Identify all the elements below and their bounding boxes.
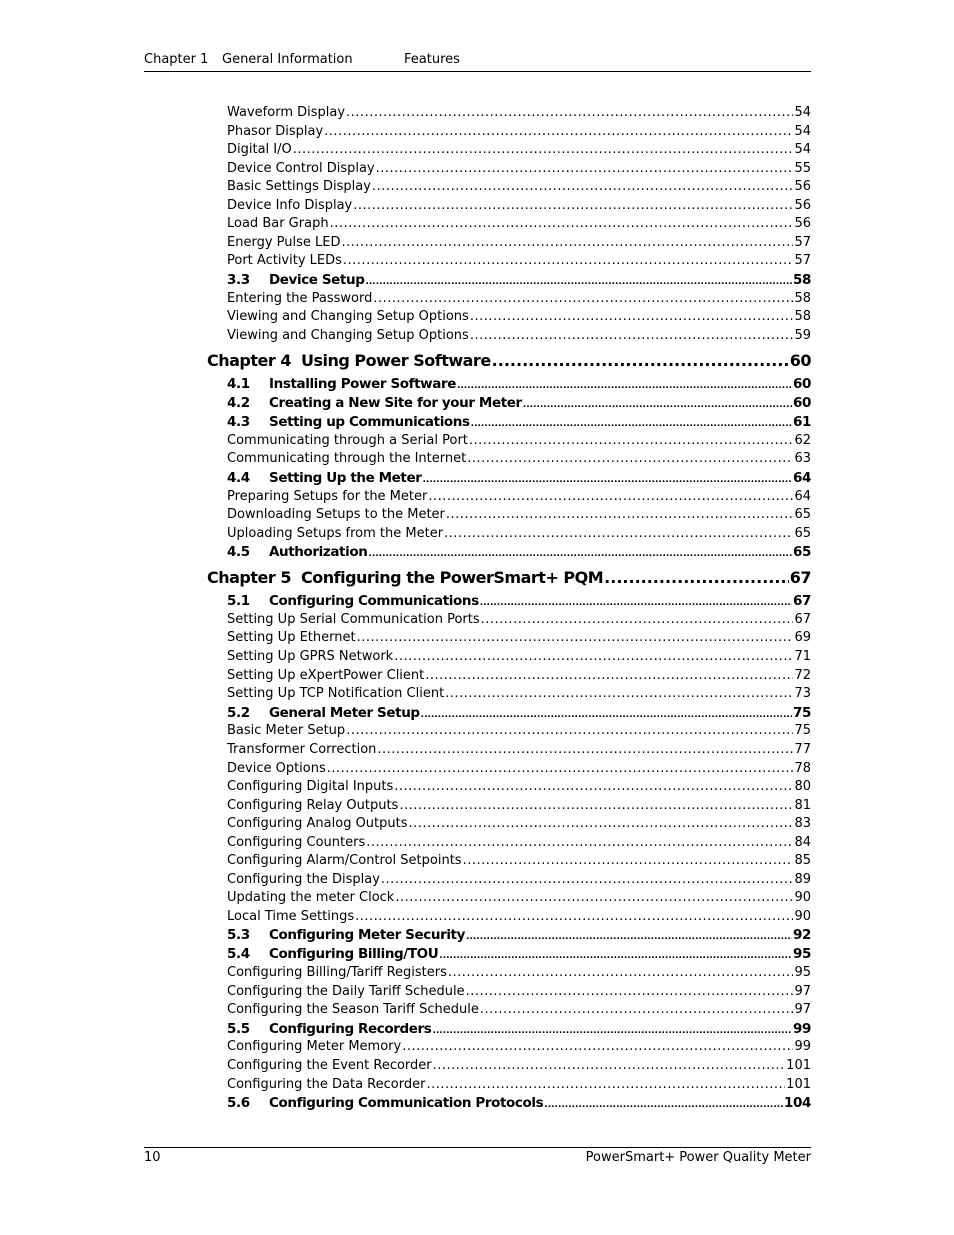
toc-entry-page: 65 (794, 525, 811, 541)
toc-subsection-entry[interactable] (207, 507, 811, 526)
toc-entry-title: Energy Pulse LED (227, 234, 341, 250)
toc-entry-page: 64 (793, 469, 811, 486)
toc-subsection-entry[interactable] (207, 816, 811, 835)
toc-subsection-entry[interactable] (207, 686, 811, 705)
toc-entry-page: 80 (794, 779, 811, 795)
toc-entry-title: Configuring the Data Recorder (227, 1076, 426, 1092)
toc-entry-number: 5.3 (227, 927, 250, 944)
toc-dot-leader (346, 105, 793, 120)
toc-entry-title: Phasor Display (227, 123, 324, 139)
toc-entry-number: 5.5 (227, 1020, 250, 1037)
toc-entry-page: 55 (794, 160, 811, 176)
toc-entry-page: 67 (789, 568, 811, 588)
toc-entry-title: Configuring Analog Outputs (227, 816, 408, 832)
toc-entry-page: 69 (794, 630, 811, 646)
toc-entry-page: 60 (793, 395, 811, 412)
toc-entry-page: 64 (794, 488, 811, 504)
toc-subsection-entry[interactable] (207, 890, 811, 909)
toc-subsection-entry[interactable] (207, 124, 811, 143)
toc-entry-title: Configuring Alarm/Control Setpoints (227, 853, 462, 869)
toc-subsection-entry[interactable] (207, 526, 811, 545)
toc-entry-title: Basic Meter Setup (227, 723, 346, 739)
toc-dot-leader (445, 686, 793, 701)
toc-dot-leader (470, 309, 794, 324)
toc-subsection-entry[interactable] (207, 630, 811, 649)
toc-entry-title: Waveform Display (227, 105, 346, 120)
toc-entry-title: Port Activity LEDs (227, 253, 342, 269)
toc-entry-title: Basic Settings Display (227, 179, 371, 195)
toc-dot-leader (467, 451, 793, 466)
toc-entry-page: 81 (794, 797, 811, 813)
toc-entry-title: Load Bar Graph (227, 216, 329, 232)
toc-dot-leader (492, 351, 789, 370)
toc-entry-number: 4.4 (227, 469, 250, 486)
toc-subsection-entry[interactable] (207, 779, 811, 798)
toc-entry-title: Configuring Digital Inputs (227, 779, 394, 795)
toc-dot-leader (480, 593, 792, 609)
toc-section-entry[interactable] (207, 1021, 811, 1040)
toc-dot-leader (353, 198, 793, 213)
toc-subsection-entry[interactable] (207, 328, 811, 347)
toc-subsection-entry[interactable] (207, 612, 811, 631)
toc-entry-page: 60 (789, 351, 811, 371)
toc-dot-leader (394, 779, 793, 794)
toc-dot-leader (346, 723, 793, 738)
toc-entry-title: Configuring the Display (227, 871, 380, 887)
toc-dot-leader (481, 612, 794, 627)
toc-entry-title: Installing Power Software (269, 376, 456, 393)
toc-section-entry[interactable] (207, 705, 811, 724)
toc-entry-title: Device Control Display (227, 160, 375, 176)
toc-entry-number: 4.1 (227, 376, 250, 393)
toc-subsection-entry[interactable] (207, 451, 811, 470)
toc-entry-page: 85 (794, 853, 811, 869)
toc-entry-title: Viewing and Changing Setup Options (227, 309, 469, 325)
table-of-contents (207, 105, 811, 1114)
toc-dot-leader (604, 568, 789, 587)
toc-subsection-entry[interactable] (207, 433, 811, 452)
toc-entry-number: 4.5 (227, 544, 250, 561)
header-title: General Information (222, 52, 353, 67)
toc-dot-leader (376, 161, 794, 176)
toc-dot-leader (469, 433, 794, 448)
toc-entry-title: Entering the Password (227, 290, 373, 306)
toc-dot-leader (433, 1058, 786, 1073)
toc-dot-leader (432, 1021, 792, 1037)
toc-entry-title: Viewing and Changing Setup Options (227, 327, 469, 343)
toc-dot-leader (365, 272, 792, 288)
toc-dot-leader (381, 872, 794, 887)
toc-dot-leader (399, 798, 793, 813)
toc-section-entry[interactable] (207, 593, 811, 612)
toc-dot-leader (423, 470, 793, 486)
toc-entry-title: Setting Up TCP Notification Client (227, 686, 445, 702)
toc-entry-title: Communicating through the Internet (227, 451, 467, 467)
toc-subsection-entry[interactable] (207, 742, 811, 761)
toc-section-entry[interactable] (207, 395, 811, 414)
toc-section-entry[interactable] (207, 946, 811, 965)
toc-dot-leader (448, 965, 794, 980)
toc-entry-page: 54 (794, 105, 811, 120)
toc-subsection-entry[interactable] (207, 1039, 811, 1058)
toc-entry-page: 54 (794, 142, 811, 158)
toc-entry-page: 65 (793, 544, 811, 561)
toc-subsection-entry[interactable] (207, 235, 811, 254)
toc-dot-leader (372, 179, 794, 194)
toc-entry-page: 97 (794, 983, 811, 999)
toc-entry-page: 75 (794, 723, 811, 739)
toc-subsection-entry[interactable] (207, 179, 811, 198)
toc-dot-leader (355, 909, 793, 924)
toc-entry-number: Chapter 4 (207, 351, 291, 371)
toc-entry-title: Setting Up Serial Communication Ports (227, 611, 480, 627)
toc-entry-number: 5.4 (227, 946, 250, 963)
toc-entry-title: Downloading Setups to the Meter (227, 507, 445, 523)
toc-entry-number: 5.6 (227, 1095, 250, 1112)
toc-entry-title: Configuring the Daily Tariff Schedule (227, 983, 465, 999)
page-number: 10 (144, 1150, 161, 1165)
toc-chapter-entry[interactable] (207, 563, 811, 593)
toc-entry-page: 90 (794, 890, 811, 906)
toc-section-entry[interactable] (207, 544, 811, 563)
toc-entry-page: 73 (794, 686, 811, 702)
toc-entry-title: Updating the meter Clock (227, 890, 395, 906)
toc-dot-leader (480, 1002, 794, 1017)
toc-entry-page: 101 (786, 1076, 811, 1092)
toc-entry-page: 99 (794, 1039, 811, 1055)
toc-entry-number: 3.3 (227, 271, 250, 288)
toc-entry-page: 57 (794, 253, 811, 269)
toc-entry-page: 65 (794, 507, 811, 523)
toc-entry-title: Transformer Correction (227, 741, 377, 757)
toc-chapter-entry[interactable] (207, 346, 811, 376)
header-chapter: Chapter 1 (144, 52, 209, 67)
toc-entry-page: 63 (794, 451, 811, 467)
toc-entry-page: 75 (793, 704, 811, 721)
toc-entry-page: 72 (794, 667, 811, 683)
toc-subsection-entry[interactable] (207, 984, 811, 1003)
toc-subsection-entry[interactable] (207, 1002, 811, 1021)
toc-entry-title: Configuring Communication Protocols (269, 1095, 544, 1112)
toc-entry-page: 89 (794, 871, 811, 887)
toc-subsection-entry[interactable] (207, 142, 811, 161)
toc-dot-leader (324, 124, 793, 139)
toc-entry-page: 58 (793, 271, 811, 288)
toc-subsection-entry[interactable] (207, 723, 811, 742)
toc-entry-page: 58 (794, 290, 811, 306)
toc-dot-leader (395, 890, 793, 905)
toc-entry-page: 62 (794, 432, 811, 448)
toc-entry-title: Setting Up Ethernet (227, 630, 356, 646)
toc-dot-leader (327, 761, 794, 776)
toc-entry-title: Authorization (269, 544, 368, 561)
toc-entry-page: 95 (793, 946, 811, 963)
toc-entry-title: Configuring the Season Tariff Schedule (227, 1002, 479, 1018)
toc-dot-leader (426, 1077, 785, 1092)
toc-subsection-entry[interactable] (207, 198, 811, 217)
toc-dot-leader (409, 816, 794, 831)
toc-entry-title: Configuring Meter Security (269, 927, 466, 944)
toc-section-entry[interactable] (207, 272, 811, 291)
toc-dot-leader (341, 235, 793, 250)
toc-entry-title: Configuring Communications (269, 593, 479, 610)
toc-entry-page: 56 (794, 216, 811, 232)
toc-subsection-entry[interactable] (207, 1077, 811, 1096)
toc-entry-title: Digital I/O (227, 142, 292, 158)
toc-entry-page: 54 (794, 123, 811, 139)
toc-entry-title: Configuring Recorders (269, 1020, 432, 1037)
toc-entry-page: 77 (794, 741, 811, 757)
toc-subsection-entry[interactable] (207, 253, 811, 272)
toc-dot-leader (471, 414, 792, 430)
toc-dot-leader (470, 328, 794, 343)
toc-entry-title: General Meter Setup (269, 704, 420, 721)
toc-dot-leader (357, 630, 794, 645)
toc-entry-title: Device Setup (269, 271, 365, 288)
toc-entry-page: 92 (793, 927, 811, 944)
toc-entry-page: 90 (794, 908, 811, 924)
toc-entry-title: Preparing Setups for the Meter (227, 488, 428, 504)
page-header (144, 51, 811, 72)
toc-entry-page: 56 (794, 197, 811, 213)
toc-entry-title: Device Info Display (227, 197, 353, 213)
toc-dot-leader (457, 376, 792, 392)
toc-dot-leader (330, 216, 794, 231)
toc-dot-leader (394, 649, 793, 664)
toc-entry-number: 4.2 (227, 395, 250, 412)
document-title: PowerSmart+ Power Quality Meter (585, 1150, 811, 1165)
toc-entry-title: Configuring Relay Outputs (227, 797, 399, 813)
toc-entry-page: 101 (786, 1058, 811, 1073)
toc-subsection-entry[interactable] (207, 835, 811, 854)
toc-entry-page: 61 (793, 413, 811, 430)
toc-dot-leader (444, 526, 793, 541)
toc-entry-title: Uploading Setups from the Meter (227, 525, 444, 541)
toc-dot-leader (425, 668, 793, 683)
toc-entry-title: Configuring Counters (227, 834, 366, 850)
toc-section-entry[interactable] (207, 1095, 811, 1114)
toc-subsection-entry[interactable] (207, 105, 811, 124)
toc-subsection-entry[interactable] (207, 1058, 811, 1077)
toc-entry-title: Device Options (227, 760, 326, 776)
toc-entry-page: 58 (794, 309, 811, 325)
toc-entry-title: Configuring Billing/Tariff Registers (227, 965, 447, 981)
toc-entry-title: Configuring Meter Memory (227, 1039, 402, 1055)
toc-subsection-entry[interactable] (207, 668, 811, 687)
toc-dot-leader (293, 142, 794, 157)
toc-dot-leader (373, 291, 793, 306)
toc-dot-leader (366, 835, 793, 850)
toc-entry-page: 71 (794, 648, 811, 664)
toc-entry-title: Configuring Billing/TOU (269, 946, 439, 963)
toc-dot-leader (343, 253, 794, 268)
toc-subsection-entry[interactable] (207, 216, 811, 235)
toc-dot-leader (368, 544, 792, 560)
toc-entry-title: Setting Up the Meter (269, 469, 422, 486)
header-section: Features (404, 52, 460, 67)
toc-entry-number: Chapter 5 (207, 568, 291, 588)
toc-entry-page: 83 (794, 816, 811, 832)
toc-entry-number: 5.2 (227, 704, 250, 721)
toc-entry-page: 84 (794, 834, 811, 850)
toc-entry-title: Using Power Software (301, 351, 491, 371)
toc-dot-leader (466, 984, 794, 999)
toc-subsection-entry[interactable] (207, 909, 811, 928)
toc-dot-leader (466, 927, 792, 943)
toc-entry-page: 104 (784, 1095, 811, 1112)
toc-subsection-entry[interactable] (207, 965, 811, 984)
toc-entry-title: Local Time Settings (227, 908, 355, 924)
toc-dot-leader (428, 489, 793, 504)
toc-entry-title: Setting Up eXpertPower Client (227, 667, 425, 683)
toc-entry-page: 59 (794, 327, 811, 343)
toc-entry-page: 67 (793, 593, 811, 610)
toc-dot-leader (439, 946, 792, 962)
toc-subsection-entry[interactable] (207, 309, 811, 328)
toc-entry-page: 95 (794, 965, 811, 981)
toc-entry-number: 4.3 (227, 413, 250, 430)
toc-subsection-entry[interactable] (207, 489, 811, 508)
toc-subsection-entry[interactable] (207, 161, 811, 180)
toc-entry-page: 99 (793, 1020, 811, 1037)
toc-dot-leader (463, 853, 794, 868)
toc-entry-page: 67 (794, 611, 811, 627)
toc-section-entry[interactable] (207, 470, 811, 489)
toc-subsection-entry[interactable] (207, 798, 811, 817)
toc-dot-leader (523, 395, 792, 411)
toc-entry-page: 60 (793, 376, 811, 393)
toc-entry-page: 57 (794, 234, 811, 250)
toc-dot-leader (402, 1039, 793, 1054)
toc-entry-page: 56 (794, 179, 811, 195)
page-footer (144, 1147, 811, 1165)
toc-entry-title: Setting up Communications (269, 413, 470, 430)
toc-dot-leader (544, 1095, 783, 1111)
toc-subsection-entry[interactable] (207, 291, 811, 310)
toc-entry-title: Configuring the PowerSmart+ PQM (301, 568, 604, 588)
toc-section-entry[interactable] (207, 376, 811, 395)
toc-section-entry[interactable] (207, 927, 811, 946)
toc-entry-title: Setting Up GPRS Network (227, 648, 394, 664)
toc-subsection-entry[interactable] (207, 761, 811, 780)
toc-subsection-entry[interactable] (207, 853, 811, 872)
toc-dot-leader (377, 742, 793, 757)
toc-dot-leader (421, 705, 792, 721)
toc-subsection-entry[interactable] (207, 649, 811, 668)
toc-entry-number: 5.1 (227, 593, 250, 610)
toc-entry-title: Creating a New Site for your Meter (269, 395, 522, 412)
toc-entry-title: Configuring the Event Recorder (227, 1058, 432, 1073)
toc-entry-page: 97 (794, 1002, 811, 1018)
toc-entry-title: Communicating through a Serial Port (227, 432, 468, 448)
toc-section-entry[interactable] (207, 414, 811, 433)
toc-dot-leader (446, 507, 794, 522)
toc-subsection-entry[interactable] (207, 872, 811, 891)
toc-entry-page: 78 (794, 760, 811, 776)
